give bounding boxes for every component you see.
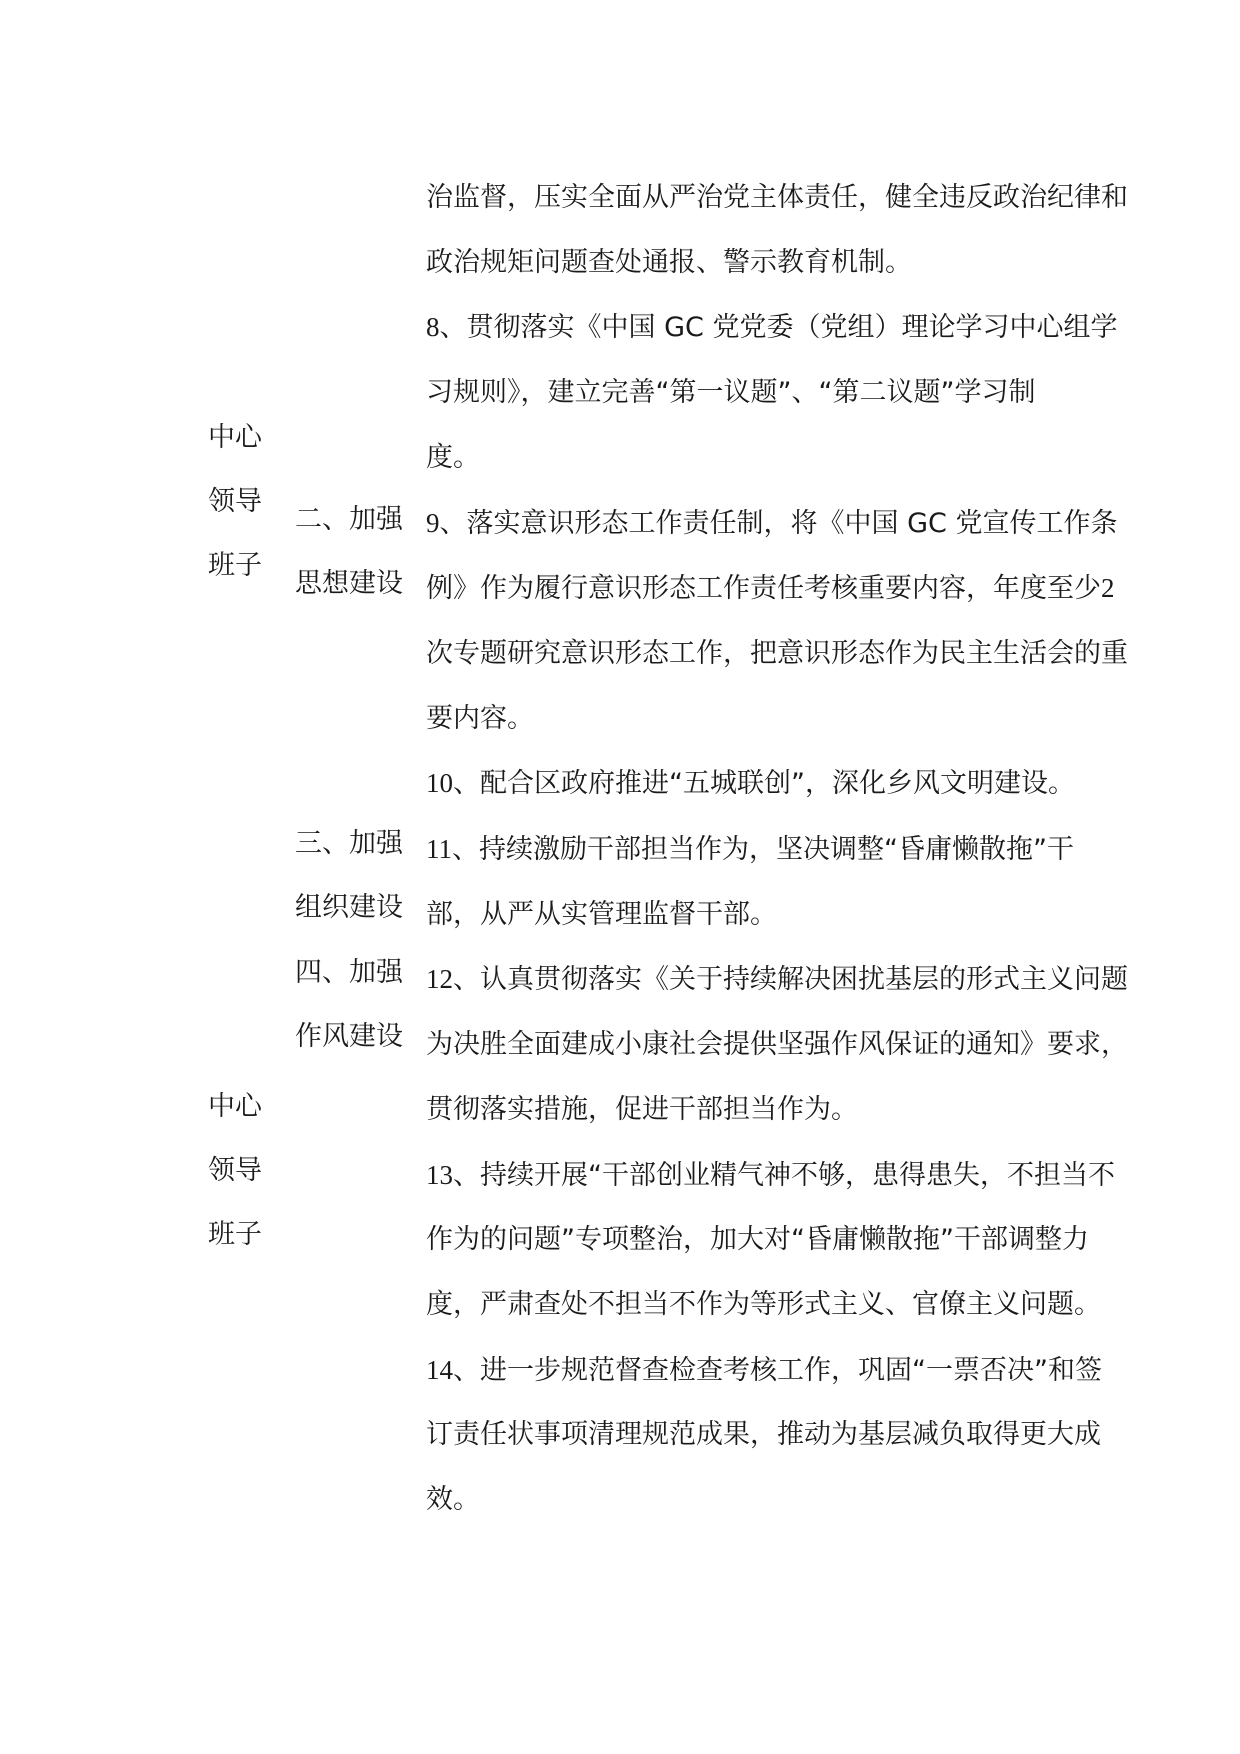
unit-label-line: 中心 (208, 1091, 262, 1122)
category-line: 作风建设 (295, 1021, 403, 1052)
category-style (295, 941, 420, 1069)
measure-line: 、进一步规范督查检查考核工作，巩固“一票否决”和签 (453, 1354, 1102, 1386)
category-line: 思想建设 (295, 568, 403, 599)
measure-line: 、配合区政府推进“五城联创”，深化乡风文明建设。 (453, 768, 1075, 800)
unit-label-1 (208, 406, 278, 598)
measure-item-continued (426, 166, 1191, 295)
measure-line: 、认真贯彻落实《关于持续解决困扰基层的形式主义问题 (453, 964, 1128, 996)
category-organization (295, 812, 420, 940)
measure-line: 订责任状事项清理规范成果，推动为基层减负取得更大成 (426, 1419, 1101, 1451)
measure-inline-number: 2 (1101, 573, 1115, 604)
category-line: 二、加强 (295, 504, 403, 535)
measure-line: 、贯彻落实《中国 GC 党党委（党组）理论学习中心组学 (439, 312, 1118, 344)
measure-line: 部，从严从实管理监督干部。 (426, 898, 777, 930)
measure-line: 度，严肃查处不担当不作为等形式主义、官僚主义问题。 (426, 1288, 1101, 1320)
measure-item-10 (426, 751, 1191, 817)
measure-item-13 (426, 1143, 1191, 1338)
unit-label-line: 领导 (208, 486, 262, 517)
measure-line: 度。 (426, 441, 480, 473)
category-line: 组织建设 (295, 892, 403, 923)
measure-item-9 (426, 491, 1191, 752)
measure-line: 、持续激励干部担当作为，坚决调整“昏庸懒散拖”干 (452, 834, 1074, 866)
unit-label-line: 班子 (208, 1219, 262, 1250)
measure-number: 9 (426, 507, 440, 538)
measures-column (426, 166, 1191, 1533)
measure-line: 贯彻落实措施，促进干部担当作为。 (426, 1093, 858, 1125)
measure-number: 10 (426, 768, 453, 799)
measure-item-8 (426, 295, 1191, 490)
measure-line: 为决胜全面建成小康社会提供坚强作风保证的通知》要求， (426, 1029, 1128, 1061)
measure-number: 11 (426, 834, 452, 865)
unit-label-line: 班子 (208, 550, 262, 581)
measure-line: 习规则》，建立完善“第一议题”、“第二议题”学习制 (426, 377, 1036, 409)
unit-label-2 (208, 1075, 278, 1267)
category-line: 三、加强 (295, 828, 403, 859)
measure-line: 效。 (426, 1484, 480, 1516)
measure-line: 次专题研究意识形态工作，把意识形态作为民主生活会的重 (426, 637, 1128, 669)
measure-line: 治监督，压实全面从严治党主体责任，健全违反政治纪律和 (426, 182, 1128, 213)
unit-label-line: 领导 (208, 1155, 262, 1186)
measure-line: 、落实意识形态工作责任制，将《中国 GC 党宣传工作条 (439, 507, 1118, 539)
measure-number: 8 (426, 312, 440, 343)
measure-item-14 (426, 1338, 1191, 1533)
measure-item-12 (426, 947, 1191, 1142)
measure-line: 作为的问题”专项整治，加大对“昏庸懒散拖”干部调整力 (426, 1224, 1089, 1256)
category-line: 四、加强 (295, 957, 403, 988)
unit-label-line: 中心 (208, 422, 262, 453)
measure-line: 要内容。 (426, 702, 534, 734)
measure-line: 政治规矩问题查处通报、警示教育机制。 (426, 246, 912, 278)
measure-line: 例》作为履行意识形态工作责任考核重要内容，年度至少 (426, 573, 1101, 605)
measure-item-11 (426, 817, 1191, 947)
measure-number: 12 (426, 964, 453, 995)
measure-line: 、持续开展“干部创业精气神不够，患得患失，不担当不 (453, 1159, 1115, 1191)
category-thought (295, 488, 420, 616)
measure-number: 13 (426, 1159, 453, 1190)
measure-number: 14 (426, 1354, 453, 1385)
